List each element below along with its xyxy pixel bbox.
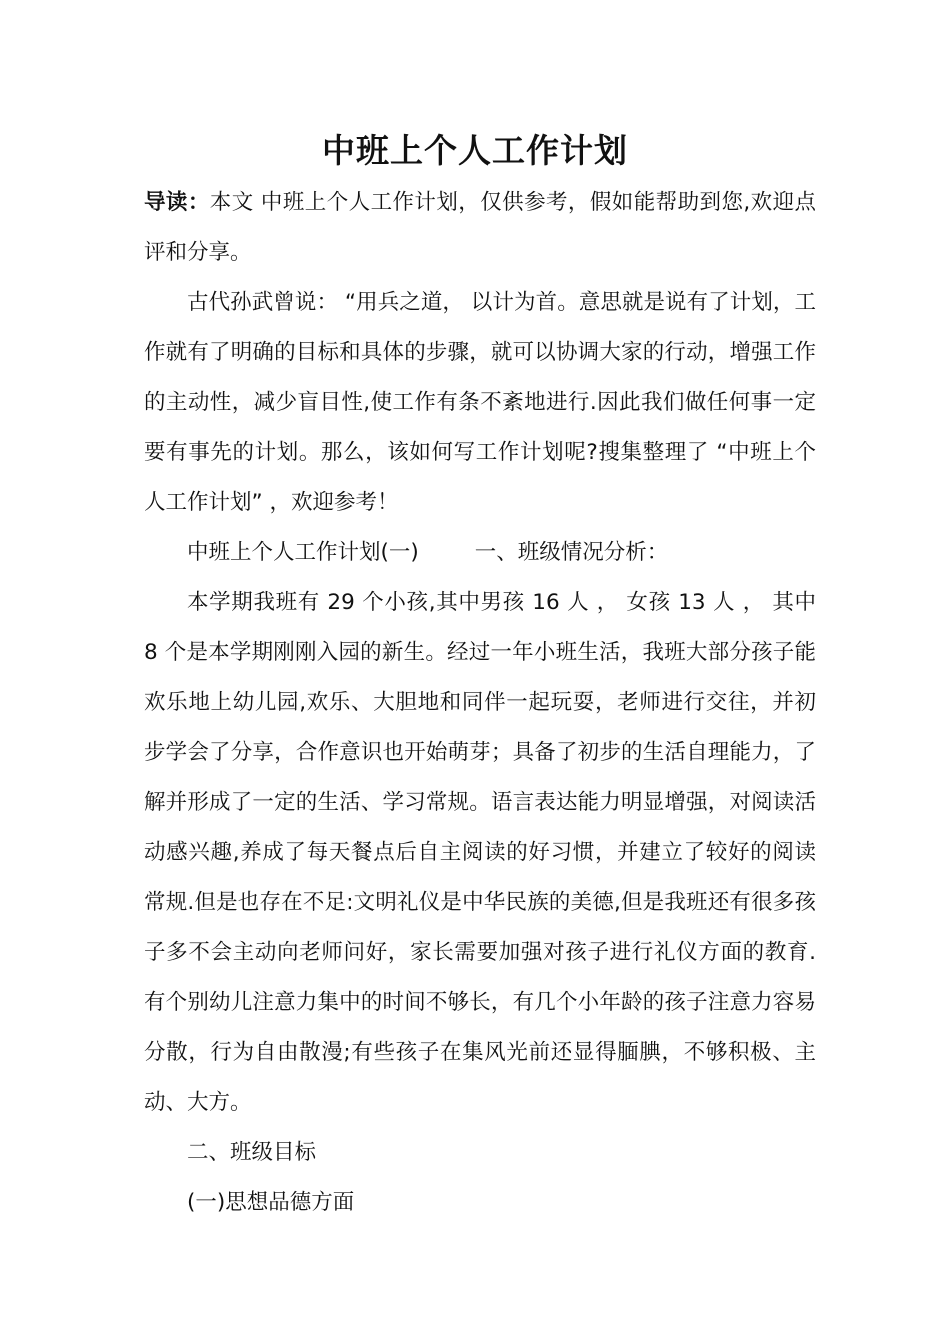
intro-paragraph: 古代孙武曾说： “用兵之道， 以计为首。意思就是说有了计划，工作就有了明确的目标和具体的步骤，就可以协调大家的行动，增强工作的主动性，减少盲目性,使工作有条不紊地进行.因此我们做任何事一定要有事先的计划。那么，该如何写工作计划呢?搜集整理了 “中班上个人工作计划” ，欢迎参考！ [144, 290, 816, 515]
section-heading-class-goals: 二、班级目标 [187, 1140, 317, 1165]
lead-text: 本文 中班上个人工作计划，仅供参考，假如能帮助到您,欢迎点评和分享。 [144, 190, 816, 265]
subsection-heading-moral: (一)思想品德方面 [187, 1190, 355, 1215]
section-line-right: 一、班级情况分析： [474, 540, 669, 565]
section-line-left: 中班上个人工作计划(一) [187, 540, 419, 565]
document-title: 中班上个人工作计划 [322, 131, 628, 170]
document-body [144, 178, 816, 1228]
lead-paragraph [144, 178, 816, 278]
section-line [144, 528, 816, 578]
class-analysis-paragraph: 本学期我班有 29 个小孩,其中男孩 16 人 ， 女孩 13 人 ， 其中 8 个是本学期刚刚入园的新生。经过一年小班生活，我班大部分孩子能欢乐地上幼儿园,欢乐、大胆地和同伴一起玩耍，老师进行交往，并初步学会了分享，合作意识也开始萌芽；具备了初步的生活自理能力，了解并形成了一定的生活、学习常规。语言表达能力明显增强，对阅读活动感兴趣,养成了每天餐点后自主阅读的好习惯，并建立了较好的阅读常规.但是也存在不足:文明礼仪是中华民族的美德,但是我班还有很多孩子多不会主动向老师问好，家长需要加强对孩子进行礼仪方面的教育.有个别幼儿注意力集中的时间不够长，有几个小年龄的孩子注意力容易分散，行为自由散漫;有些孩子在集风光前还显得腼腆，不够积极、主动、大方。 [144, 590, 816, 1115]
lead-label: 导读： [144, 190, 210, 215]
